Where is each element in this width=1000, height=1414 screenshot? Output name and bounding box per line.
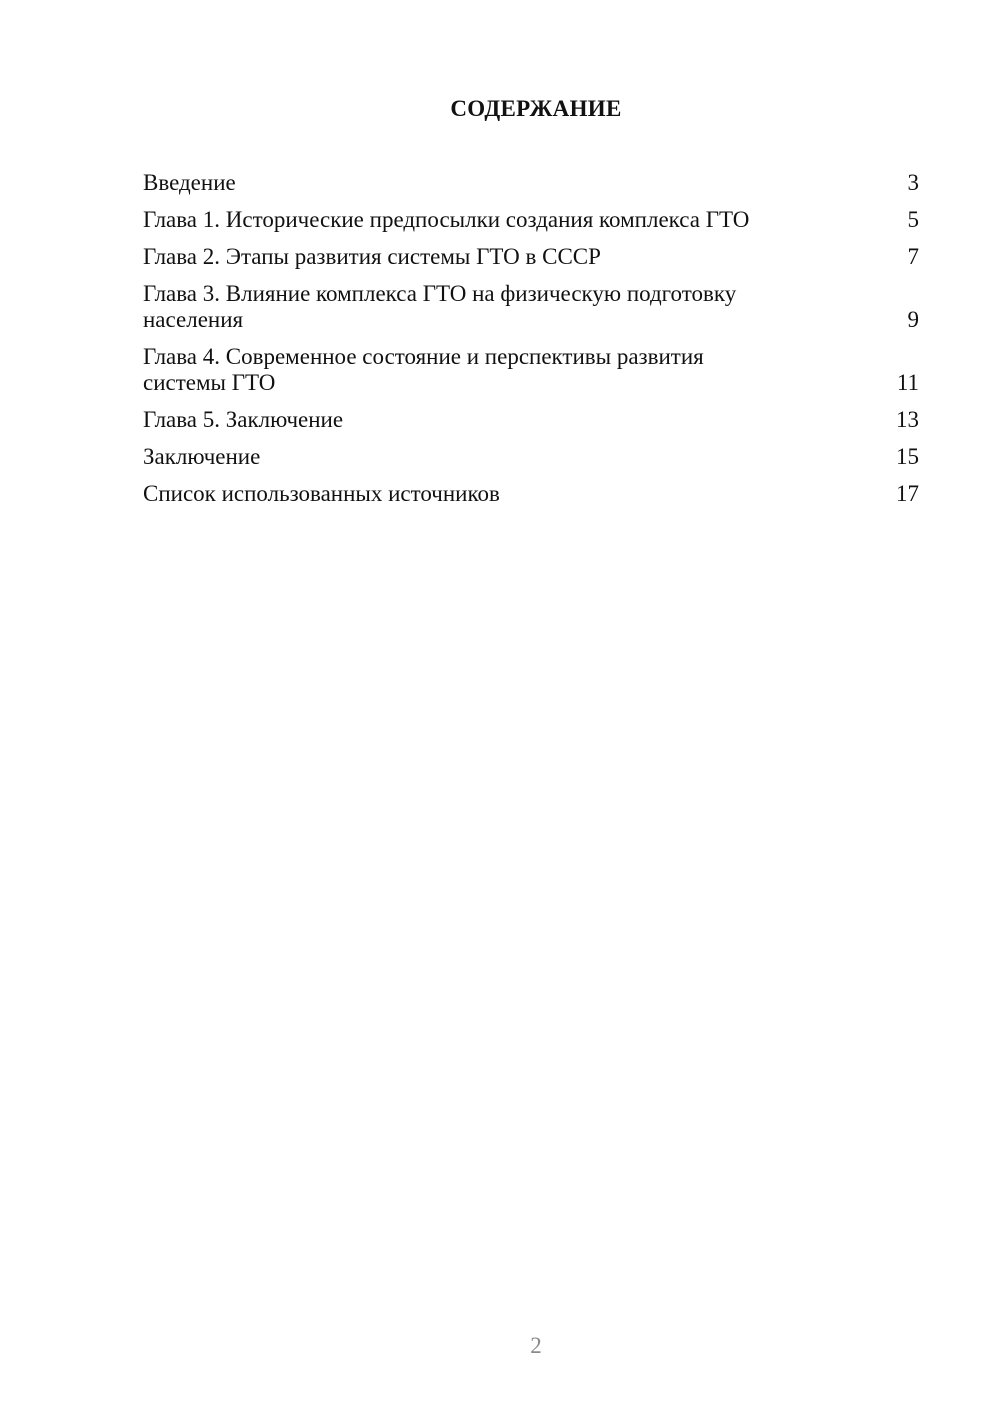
toc-entry — [143, 244, 919, 270]
toc-entry-page: 17 — [896, 481, 919, 506]
toc-entry-page: 9 — [907, 307, 919, 332]
toc-entry — [143, 481, 919, 507]
toc-entry-label: Заключение — [143, 444, 261, 469]
toc-entry-page: 15 — [896, 444, 919, 469]
toc-entry-label: Введение — [143, 170, 236, 195]
page-title: СОДЕРЖАНИЕ — [450, 96, 622, 121]
toc-entry — [143, 407, 919, 433]
toc-entry-label: Глава 3. Влияние комплекса ГТО на физическую подготовку населения — [143, 281, 737, 332]
toc-entry — [143, 281, 919, 333]
toc-entry — [143, 207, 919, 233]
table-of-contents — [143, 170, 919, 518]
toc-entry-label: Глава 2. Этапы развития системы ГТО в СССР — [143, 244, 601, 269]
page-number: 2 — [530, 1333, 542, 1358]
toc-entry-page: 13 — [896, 407, 919, 432]
toc-entry-label: Глава 5. Заключение — [143, 407, 344, 432]
toc-entry-page: 7 — [907, 244, 919, 269]
toc-entry-page: 3 — [907, 170, 919, 195]
toc-entry-label: Глава 4. Современное состояние и перспективы развития системы ГТО — [143, 344, 704, 395]
toc-entry — [143, 344, 919, 396]
toc-entry-label: Список использованных источников — [143, 481, 500, 506]
toc-entry — [143, 444, 919, 470]
toc-entry-page: 11 — [896, 370, 919, 395]
toc-entry-label: Глава 1. Исторические предпосылки создания комплекса ГТО — [143, 207, 750, 232]
toc-entry — [143, 170, 919, 196]
toc-entry-page: 5 — [907, 207, 919, 232]
